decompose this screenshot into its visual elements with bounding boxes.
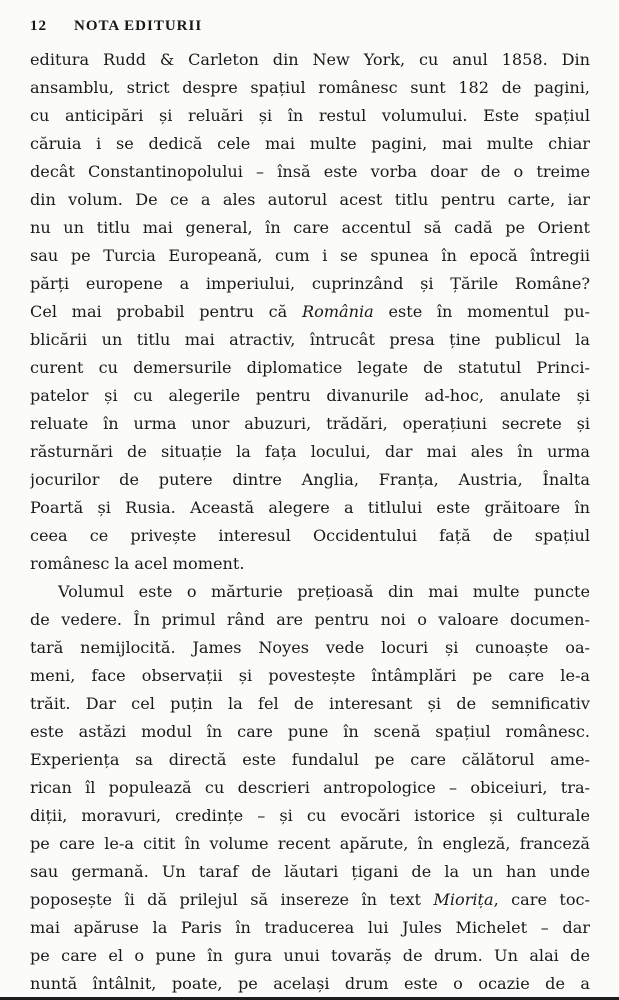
- text-line: blicării un titlu mai atractiv, întrucât presa ține publicul la: [30, 330, 590, 349]
- text-line: mai apăruse la Paris în traducerea lui Jules Michelet – dar: [30, 918, 590, 937]
- text-line: nuntă întâlnit, poate, pe același drum este o ocazie de a: [30, 974, 590, 993]
- paragraph-2: [30, 578, 590, 998]
- text-line: patelor și cu alegerile pentru divanurile ad-hoc, anulate și: [30, 386, 590, 405]
- text-line: jocurilor de putere dintre Anglia, Franța, Austria, Înalta: [30, 470, 590, 489]
- text-line: Cel mai probabil pentru că România este în momentul pu-: [30, 302, 590, 321]
- text-line: pe care le-a citit în volume recent apărute, în engleză, franceză: [30, 834, 590, 853]
- text-line: rican îl populează cu descrieri antropologice – obiceiuri, tra-: [30, 778, 590, 797]
- text-line: poposește îi dă prilejul să insereze în text Miorița, care toc-: [30, 890, 590, 909]
- body-text: [30, 46, 590, 998]
- text-line: sau germană. Un taraf de lăutari țigani de la un han unde: [30, 862, 590, 881]
- text-line: românesc la acel moment.: [30, 554, 245, 573]
- page-number: 12: [30, 18, 47, 34]
- text-line: decât Constantinopolului – însă este vorba doar de o treime: [30, 162, 590, 181]
- text-line: diții, moravuri, credințe – și cu evocări istorice și culturale: [30, 806, 590, 825]
- text-line: Poartă și Rusia. Această alegere a titlului este grăitoare în: [30, 498, 590, 517]
- text-line: editura Rudd & Carleton din New York, cu anul 1858. Din: [30, 50, 590, 69]
- text-line: Experiența sa directă este fundalul pe care călătorul ame-: [30, 750, 590, 769]
- text-line: este astăzi modul în care pune în scenă spațiul românesc.: [30, 722, 590, 741]
- text-line: de vedere. În primul rând are pentru noi o valoare documen-: [30, 610, 590, 629]
- text-line: sau pe Turcia Europeană, cum i se spunea în epocă întregii: [30, 246, 590, 265]
- text-line: ansamblu, strict despre spațiul românesc sunt 182 de pagini,: [30, 78, 590, 97]
- text-line: meni, face observații și povestește întâmplări pe care le-a: [30, 666, 590, 685]
- text-line: pe care el o pune în gura unui tovarăș de drum. Un alai de: [30, 946, 590, 965]
- text-line: ceea ce privește interesul Occidentului față de spațiul: [30, 526, 590, 545]
- text-line: cu anticipări și reluări și în restul volumului. Este spațiul: [30, 106, 590, 125]
- running-title: NOTA EDITURII: [74, 18, 203, 34]
- text-line: curent cu demersurile diplomatice legate de statutul Princi-: [30, 358, 590, 377]
- text-line: Volumul este o mărturie prețioasă din mai multe puncte: [58, 582, 590, 601]
- paragraph-1: [30, 46, 590, 578]
- text-line: reluate în urma unor abuzuri, trădări, operațiuni secrete și: [30, 414, 590, 433]
- text-line: nu un titlu mai general, în care accentul să cadă pe Orient: [30, 218, 590, 237]
- text-line: părți europene a imperiului, cuprinzând și Țările Române?: [30, 274, 590, 293]
- text-line: din volum. De ce a ales autorul acest titlu pentru carte, iar: [30, 190, 590, 209]
- running-header: [30, 18, 202, 38]
- text-line: trăit. Dar cel puțin la fel de interesant și de semnificativ: [30, 694, 590, 713]
- text-line: căruia i se dedică cele mai multe pagini, mai multe chiar: [30, 134, 590, 153]
- text-line: tară nemijlocită. James Noyes vede locuri și cunoaște oa-: [30, 638, 590, 657]
- text-line: răsturnări de situație la fața locului, dar mai ales în urma: [30, 442, 590, 461]
